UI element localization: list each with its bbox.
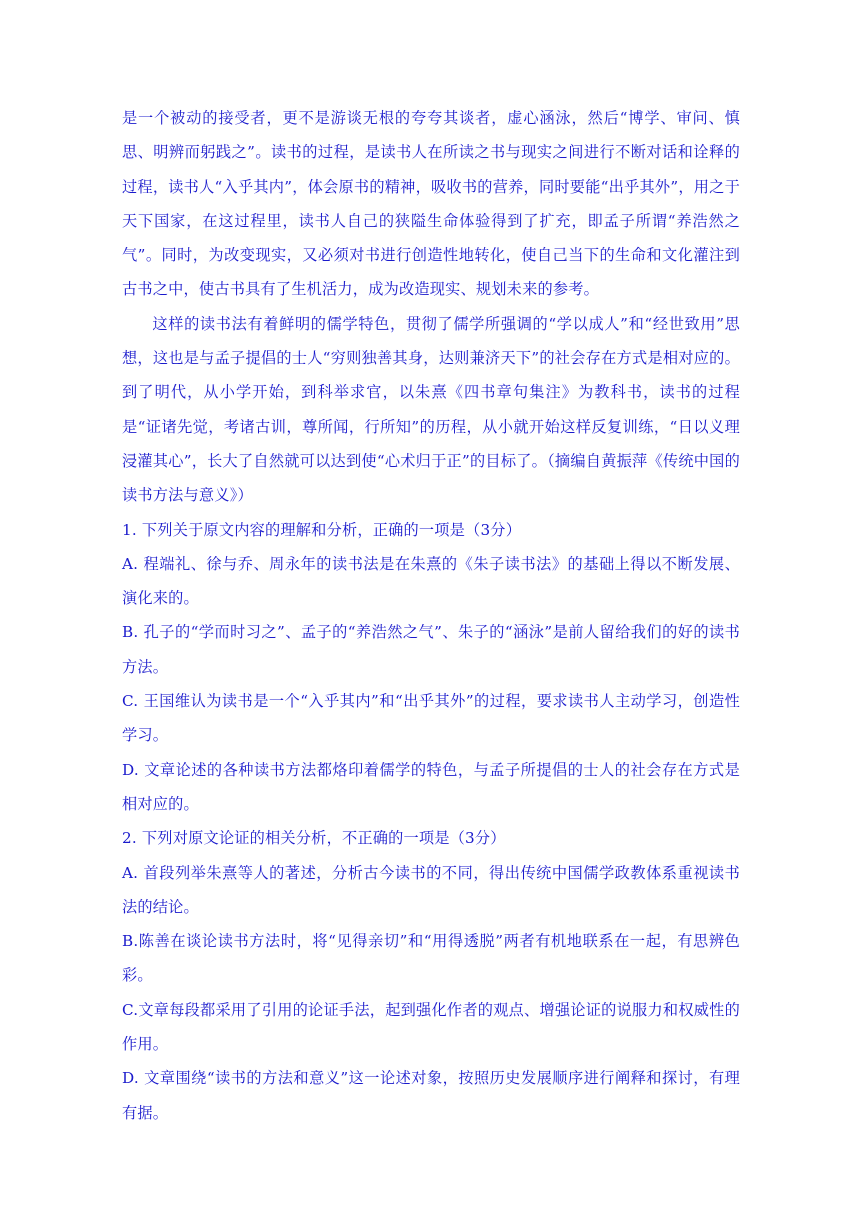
answer-option: B.陈善在谈论读书方法时，将“见得亲切”和“用得透脱”两者有机地联系在一起，有思辨色彩。	[122, 932, 740, 985]
answer-option: A. 首段列举朱熹等人的著述，分析古今读书的不同，得出传统中国儒学政教体系重视读书法的结论。	[122, 863, 740, 916]
answer-option: D. 文章论述的各种读书方法都烙印着儒学的特色，与孟子所提倡的士人的社会存在方式是相对应的。	[122, 760, 740, 813]
document-body	[122, 101, 740, 1130]
answer-option: A. 程端礼、徐与乔、周永年的读书法是在朱熹的《朱子读书法》的基础上得以不断发展、演化来的。	[122, 554, 740, 608]
answer-option: C. 王国维认为读书是一个“入乎其内”和“出乎其外”的过程，要求读书人主动学习，创造性学习。	[122, 692, 740, 745]
answer-option: C.文章每段都采用了引用的论证手法，起到强化作者的观点、增强论证的说服力和权威性的作用。	[122, 1000, 740, 1054]
passage-paragraph: 是一个被动的接受者，更不是游谈无根的夸夸其谈者，虚心涵泳，然后“博学、审问、慎思、明辨而躬践之”。读书的过程，是读书人在所读之书与现实之间进行不断对话和诠释的过程，读书人“入乎其内”，体会原书的精神，吸收书的营养，同时要能“出乎其外”，用之于天下国家，在这过程里，读书人自己的狭隘生命体验得到了扩充，即孟子所谓“养浩然之气”。同时，为改变现实，又必须对书进行创造性地转化，使自己当下的生命和文化灌注到古书之中，使古书具有了生机活力，成为改造现实、规划未来的参考。	[122, 109, 740, 299]
answer-option: B. 孔子的“学而时习之”、孟子的“养浩然之气”、朱子的“涵泳”是前人留给我们的好的读书方法。	[122, 623, 740, 676]
question-stem: 1. 下列关于原文内容的理解和分析，正确的一项是（3分）	[122, 520, 522, 539]
question-stem: 2. 下列对原文论证的相关分析，不正确的一项是（3分）	[122, 829, 506, 848]
answer-option: D. 文章围绕“读书的方法和意义”这一论述对象，按照历史发展顺序进行阐释和探讨，有理有据。	[122, 1069, 740, 1122]
passage-paragraph: 这样的读书法有着鲜明的儒学特色，贯彻了儒学所强调的“学以成人”和“经世致用”思想，这也是与孟子提倡的士人“穷则独善其身，达则兼济天下”的社会存在方式是相对应的。到了明代，从小学开始，到科举求官，以朱熹《四书章句集注》为教科书，读书的过程是“证诸先觉，考诸古训，尊所闻，行所知”的历程，从小就开始这样反复训练，“日以义理浸灌其心”，长大了自然就可以达到使“心术归于正”的目标了。（摘编自黄振萍《传统中国的读书方法与意义》）	[122, 314, 740, 505]
